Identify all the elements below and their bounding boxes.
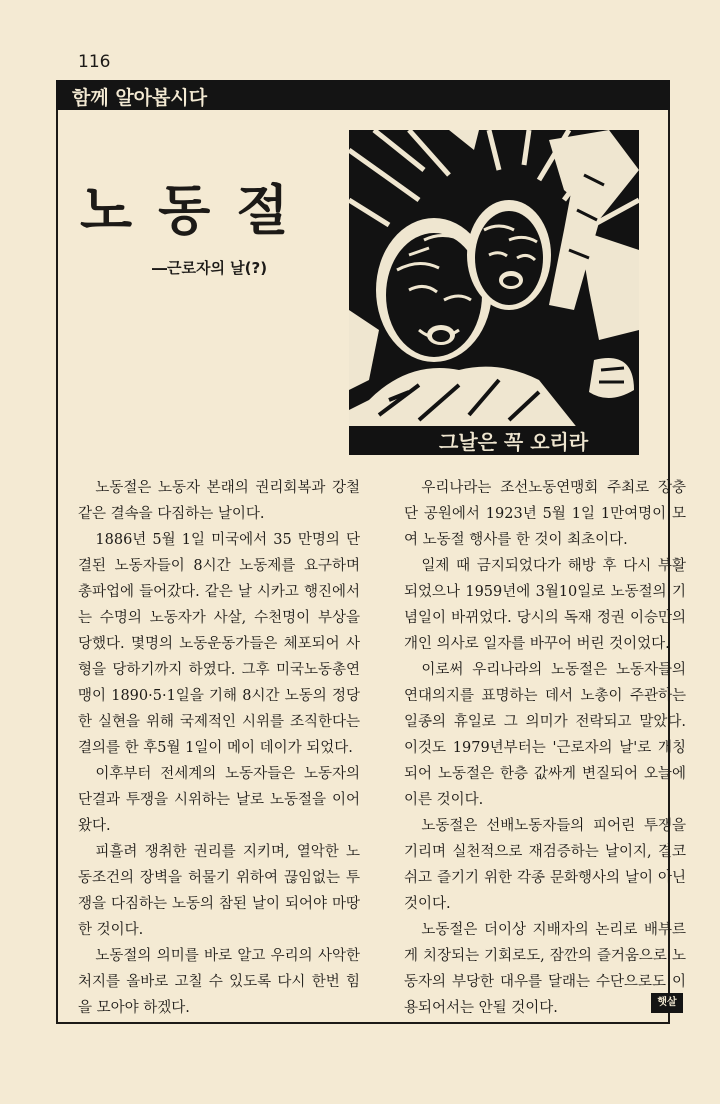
paragraph: 1886년 5월 1일 미국에서 35 만명의 단결된 노동자들이 8시간 노동제를 요구하며 총파업에 들어갔다. 같은 날 시카고 행진에서는 수명의 노동자가 사살, 수천명이 부상을 당했다. 몇명의 노동운동가들은 체포되어 사형을 당하기까지 하였다. 그후 미국노동총연맹이 1890·5·1일을 기해 8시간 노동의 정당한 실현을 위해 국제적인 시위를 조직한다는 결의를 한 후5월 1일이 메이 데이가 되었다. [78,532,360,756]
paragraph: 이후부터 전세계의 노동자들은 노동자의 단결과 투쟁을 시위하는 날로 노동절을 이어 왔다. [78,766,360,834]
right-column [404,475,686,1021]
paragraph: 일제 때 금지되었다가 해방 후 다시 부활되었으나 1959년에 3월10일로 노동절의 기념일이 바뀌었다. 당시의 독재 정권 이승만의 개인 의사로 일자를 바꾸어 버린 것이었다. [404,558,686,652]
article-title: 노동절 [80,178,315,242]
woodcut-illustration [349,130,639,455]
section-header [56,80,670,110]
article-subtitle: ―근로자의 날(?) [152,259,268,277]
paragraph: 노동절은 선배노동자들의 피어린 투쟁을 기리며 실천적으로 재검증하는 날이지, 결코 쉬고 즐기기 위한 각종 문화행사의 날이 아닌 것이다. [404,818,686,912]
left-column [78,475,360,1021]
paragraph: 피흘려 쟁취한 권리를 지키며, 열악한 노동조건의 장벽을 허물기 위하여 끊임없는 투쟁을 다짐하는 노동의 참된 날이 되어야 마땅한 것이다. [78,844,360,938]
paragraph: 우리나라는 조선노동연맹회 주최로 장충단 공원에서 1923년 5월 1일 1만여명이 모여 노동절 행사를 한 것이 최초이다. [404,480,686,548]
end-mark: 햇살 [651,993,683,1013]
paragraph: 이로써 우리나라의 노동절은 노동자들의 연대의지를 표명하는 데서 노총이 주관하는 일종의 휴일로 그 의미가 전락되고 말았다. 이것도 1979년부터는 '근로자의 날'로 개칭되어 노동절은 한층 값싸게 변질되어 오늘에 이른 것이다. [404,662,686,808]
illustration-inscription: 그날은 꼭 오리라 [439,430,589,454]
page-number: 116 [78,52,111,72]
paragraph: 노동절의 의미를 바로 알고 우리의 사악한 처지를 올바로 고칠 수 있도록 다시 한번 힘을 모아야 하겠다. [78,948,360,1016]
paragraph: 노동절은 노동자 본래의 권리회복과 강철같은 결속을 다짐하는 날이다. [78,480,360,522]
section-title: 함께 알아봅시다 [72,87,208,109]
paragraph: 노동절은 더이상 지배자의 논리로 배부르게 치장되는 기회로도, 잠깐의 즐거움으로 노동자의 부당한 대우를 달래는 수단으로도 이용되어서는 안될 것이다. [404,922,686,1016]
woodcut-image [349,130,639,455]
